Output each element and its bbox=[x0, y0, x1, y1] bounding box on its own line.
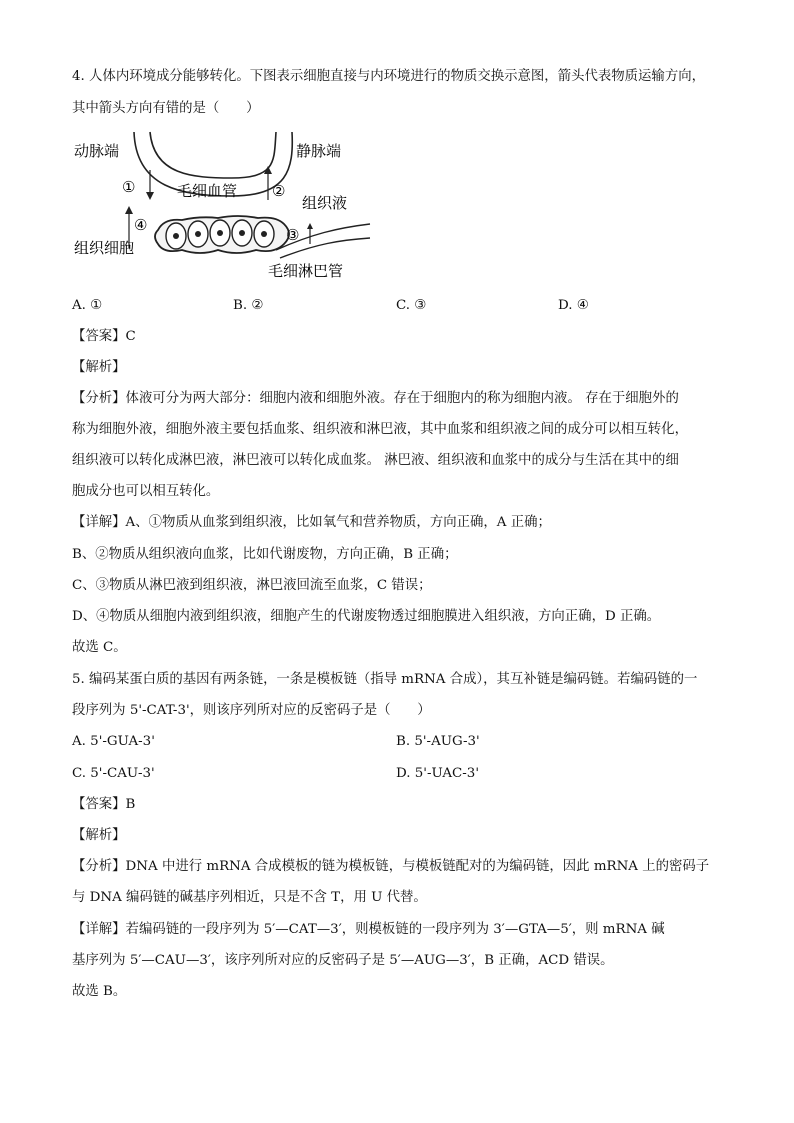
label-n2: ② bbox=[272, 182, 286, 200]
capillary-outer-wall bbox=[150, 132, 276, 178]
q4-answer: 【答案】C bbox=[72, 329, 136, 344]
label-venous-end: 静脉端 bbox=[296, 142, 342, 160]
q4-figure bbox=[72, 130, 372, 290]
q5-option-d: D. 5'-UAC-3' bbox=[396, 766, 480, 781]
q5-option-c: C. 5'-CAU-3' bbox=[72, 766, 155, 781]
q5-detail-line-2: 基序列为 5′—CAU—3′，该序列所对应的反密码子是 5′—AUG—3′，B 正确，ACD 错误。 bbox=[72, 953, 614, 968]
q4-detail-line-5: 故选 C。 bbox=[72, 640, 127, 655]
q5-option-b: B. 5'-AUG-3' bbox=[396, 734, 480, 749]
q4-option-b: B. ② bbox=[233, 298, 264, 313]
label-n3: ③ bbox=[286, 226, 300, 244]
q4-detail-line-3: C、③物质从淋巴液到组织液，淋巴液回流至血浆，C 错误； bbox=[72, 578, 432, 593]
q5-detail-line-1: 【详解】若编码链的一段序列为 5′—CAT—3′，则模板链的一段序列为 3′—GTA—5′，则 mRNA 碱 bbox=[72, 922, 665, 937]
label-tissue-cell: 组织细胞 bbox=[74, 239, 135, 257]
q5-analysis-line-1: 【分析】DNA 中进行 mRNA 合成模板的链为模板链，与模板链配对的为编码链，因此 mRNA 上的密码子 bbox=[72, 859, 710, 874]
q4-analysis-line-2: 称为细胞外液，细胞外液主要包括血浆、组织液和淋巴液，其中血浆和组织液之间的成分可以相互转化， bbox=[72, 422, 688, 437]
label-capillary: 毛细血管 bbox=[177, 182, 238, 200]
q5-stem-line-1: 5. 编码某蛋白质的基因有两条链，一条是模板链（指导 mRNA 合成），其互补链是编码链。若编码链的一 bbox=[72, 672, 698, 687]
q5-analysis-heading: 【解析】 bbox=[72, 828, 126, 843]
label-tissue-fluid: 组织液 bbox=[302, 194, 348, 212]
capillary-exchange-diagram bbox=[72, 130, 372, 290]
q4-detail-line-1: 【详解】A、①物质从血浆到组织液，比如氧气和营养物质，方向正确，A 正确； bbox=[72, 515, 551, 530]
q4-analysis-line-1: 【分析】体液可分为两大部分：细胞内液和细胞外液。存在于细胞内的称为细胞内液。 存在于细胞外的 bbox=[72, 391, 679, 406]
q5-detail-line-3: 故选 B。 bbox=[72, 984, 127, 999]
q4-analysis-heading: 【解析】 bbox=[72, 360, 126, 375]
q4-detail-line-4: D、④物质从细胞内液到组织液，细胞产生的代谢废物透过细胞膜进入组织液，方向正确，D 正确。 bbox=[72, 609, 661, 624]
arrow-4-head bbox=[125, 206, 133, 214]
label-n4: ④ bbox=[134, 216, 148, 234]
q4-stem-line-2: 其中箭头方向有错的是（ ） bbox=[72, 101, 260, 116]
q4-option-a: A. ① bbox=[72, 298, 103, 313]
arrow-3-head bbox=[307, 223, 313, 229]
q4-analysis-line-3: 组织液可以转化成淋巴液，淋巴液可以转化成血浆。 淋巴液、组织液和血浆中的成分与生活在其中的细 bbox=[72, 453, 679, 468]
label-n1: ① bbox=[122, 178, 136, 196]
tissue-cells bbox=[155, 216, 289, 253]
q5-answer: 【答案】B bbox=[72, 797, 136, 812]
q4-detail-line-2: B、②物质从组织液向血浆，比如代谢废物，方向正确，B 正确； bbox=[72, 547, 458, 562]
q5-stem-line-2: 段序列为 5'-CAT-3'，则该序列所对应的反密码子是（ ） bbox=[72, 703, 431, 718]
label-lymph-capillary: 毛细淋巴管 bbox=[268, 262, 344, 280]
q4-stem-line-1: 4. 人体内环境成分能够转化。下图表示细胞直接与内环境进行的物质交换示意图，箭头代表物质运输方向， bbox=[72, 69, 705, 84]
label-arterial-end: 动脉端 bbox=[74, 142, 120, 160]
q4-option-c: C. ③ bbox=[396, 298, 427, 313]
q4-option-d: D. ④ bbox=[558, 298, 589, 313]
arrow-1-head bbox=[146, 192, 154, 200]
q5-option-a: A. 5'-GUA-3' bbox=[72, 734, 155, 749]
q4-analysis-line-4: 胞成分也可以相互转化。 bbox=[72, 484, 220, 499]
q5-analysis-line-2: 与 DNA 编码链的碱基序列相近，只是不含 T，用 U 代替。 bbox=[72, 890, 427, 905]
